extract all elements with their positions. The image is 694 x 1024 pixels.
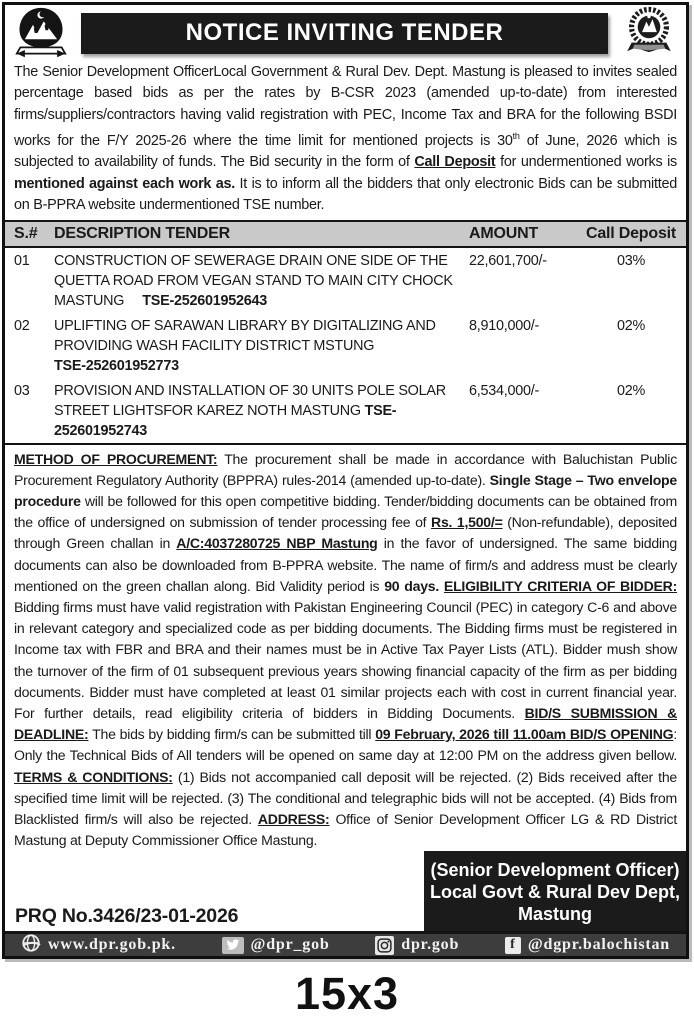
facebook-handle-text: @dgpr.balochistan <box>527 936 670 953</box>
dgpr-emblem-icon <box>621 6 677 60</box>
col-header-desc: DESCRIPTION TENDER <box>54 224 230 242</box>
row-deposit: 03% <box>616 252 646 269</box>
row-deposit: 02% <box>616 317 646 334</box>
table-row <box>5 248 686 313</box>
table-row <box>5 313 686 378</box>
row-amount: 8,910,000/- <box>469 317 540 334</box>
website-text: www.dpr.gob.pk. <box>48 936 176 953</box>
facebook-icon: f <box>505 937 521 954</box>
row-amount: 22,601,700/- <box>469 252 547 269</box>
tender-notice-ad <box>2 2 689 959</box>
row-description: PROVISION AND INSTALLATION OF 30 UNITS POLE SOLAR STREET LIGHTSFOR KAREZ NOTH MASTUNG TSE-252601952743 <box>54 382 446 439</box>
tse-number: TSE-252601952773 <box>54 357 179 374</box>
instagram-icon <box>375 936 394 955</box>
globe-icon <box>21 933 41 958</box>
notice-header <box>5 5 686 60</box>
col-header-amount: AMOUNT <box>469 224 539 242</box>
bottom-zone <box>5 853 686 932</box>
balochistan-govt-emblem-icon <box>14 7 68 59</box>
row-description: CONSTRUCTION OF SEWERAGE DRAIN ONE SIDE OF THE QUETTA ROAD FROM VEGAN STAND TO MAIN CITY CHOCK MASTUNG TSE-252601952643 <box>54 252 453 309</box>
row-deposit: 02% <box>616 382 646 399</box>
signature-line-1: (Senior Development Officer) <box>430 860 680 880</box>
row-sn: 03 <box>14 382 30 399</box>
prq-number: PRQ No.3426/23-01-2026 <box>15 905 239 927</box>
twitter-item <box>222 936 330 954</box>
signature-line-2: Local Govt & Rural Dev Dept, <box>429 882 681 902</box>
twitter-icon <box>222 937 244 954</box>
table-row <box>5 378 686 443</box>
ad-size-tag: 15x3 <box>294 968 400 1019</box>
footer-social-bar <box>5 931 686 956</box>
row-sn: 01 <box>14 252 30 269</box>
col-header-sn: S.# <box>14 224 38 242</box>
row-amount: 6,534,000/- <box>469 382 540 399</box>
instagram-item <box>375 936 459 955</box>
signature-line-3: Mastung <box>518 904 592 924</box>
notice-title: NOTICE INVITING TENDER <box>81 13 608 54</box>
facebook-item <box>505 936 670 954</box>
table-header-row <box>5 222 686 248</box>
instagram-handle-text: dpr.gob <box>401 936 460 953</box>
row-sn: 02 <box>14 317 30 334</box>
signature-block <box>424 851 686 931</box>
col-header-deposit: Call Deposit <box>585 224 677 242</box>
terms-body-paragraph: METHOD OF PROCUREMENT: The procurement shall be made in accordance with Baluchistan Public Procurement Regulatory Authority (BPPRA) rules-2014 (amended up-to-date). Single Stage – Two envelope procedure will be followed for this open competitive bidding. Tender/bidding documents can be obtained from the office of undersigned on submission of tender processing fee of Rs. 1,500/= (Non-refundable), deposited through Green challan in A/C:4037280725 NBP Mastung in the favor of undersigned. The same bidding documents can also be downloaded from B-PPRA website. The name of firm/s and address must be clearly mentioned on the green challan along. Bid Validity period is 90 days. ELIGIBILITY CRITERIA OF BIDDER: Bidding firms must have valid registration with Pakistan Engineering Council (PEC) in category C-6 and above in relevant category and specialized code as per bidding documents. The Bidding firms must be registered in Income tax with FBR and BRA and their names must be in Active Tax Payer Lists (ATL). Bidder mush show the turnover of the firm of 01 subsequent previous years showing financial capacity of the firm as per bidding documents. Bidder must have completed at least 01 similar projects each with cost in current financial year. For further details, read eligibility criteria of bidders in Bidding Documents. BID/S SUBMISSION & DEADLINE: The bids by bidding firm/s can be submitted till 09 February, 2026 till 11.00am BID/S OPENING: Only the Technical Bids of All tenders will be opened on same day at 12:00 PM on the address given bellow. TERMS & CONDITIONS: (1) Bids not accompanied call deposit will be rejected. (2) Bids received after the specified time limit will be rejected. (3) The conditional and telegraphic bids will not be accepted. (4) Bids from Blacklisted firm/s will also be rejected. ADDRESS: Office of Senior Development Officer LG & RD District Mastung at Deputy Commissioner Office Mastung. <box>14 450 678 849</box>
tender-table <box>5 220 686 445</box>
twitter-handle-text: @dpr_gob <box>250 936 330 953</box>
tse-number: TSE-252601952643 <box>142 292 268 309</box>
row-description: UPLIFTING OF SARAWAN LIBRARY BY DIGITALIZING AND PROVIDING WASH FACILITY DISTRICT MSTUNG TSE-252601952773 <box>54 316 469 376</box>
tse-number: TSE-252601952743 <box>54 402 397 439</box>
intro-paragraph: The Senior Development OfficerLocal Government & Rural Dev. Dept. Mastung is pleased to invites sealed percentage based bids as per the rates by B-CSR 2023 (amended up-to-date) from interested firms/suppliers/contractors having valid registration with PEC, Income Tax and BRA for the following BSDI works for the F/Y 2025-26 where the time limit for mentioned projects is 30th of June, 2026 which is subjected to availability of funds. The Bid security in the form of Call Deposit for undermentioned works is mentioned against each work as. It is to inform all the bidders that only electronic Bids can be submitted on B-PPRA website undermentioned TSE number. <box>14 64 677 214</box>
website-item <box>21 933 176 958</box>
